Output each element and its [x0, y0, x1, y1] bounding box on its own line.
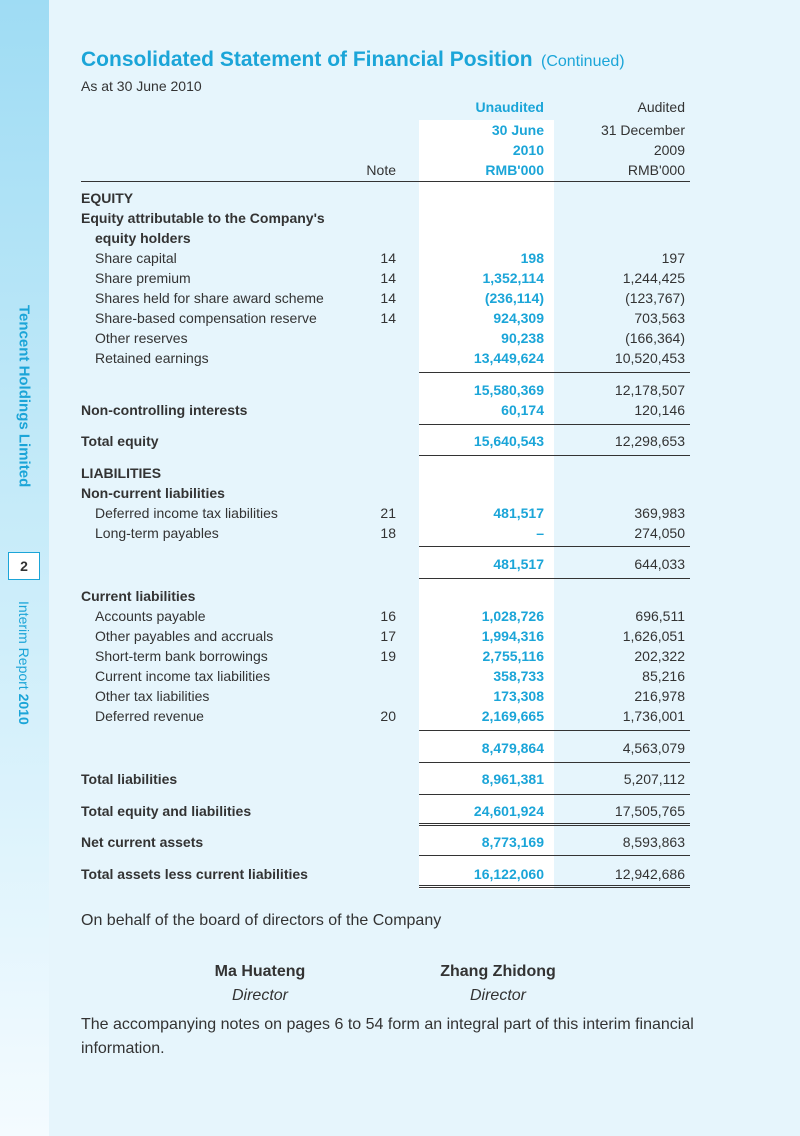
row-audited-value: 1,244,425 [622, 270, 685, 286]
row-label: Other payables and accruals [95, 628, 274, 644]
row-audited-value: 369,983 [634, 505, 685, 521]
row-unaudited-value: 13,449,624 [473, 350, 544, 366]
row-audited-value: 1,626,051 [622, 628, 685, 644]
row-unaudited-value: 15,580,369 [473, 382, 544, 398]
page-title-row [81, 48, 625, 72]
total-equity-rule [419, 424, 690, 425]
footnote: The accompanying notes on pages 6 to 54 form an integral part of this interim financial information. [81, 1016, 694, 1057]
row-unaudited-value: 358,733 [493, 668, 544, 684]
row-unaudited-value: 198 [520, 250, 544, 266]
row-label: Total equity and liabilities [81, 803, 252, 819]
row-label: Share-based compensation reserve [95, 310, 317, 326]
row-label: Retained earnings [95, 350, 209, 366]
row-label: Non-current liabilities [81, 485, 225, 501]
row-label: Total equity [81, 433, 159, 449]
row-label: Total assets less current liabilities [81, 866, 308, 882]
unaudited-header-2: 30 June [491, 122, 544, 138]
row-audited-value: 644,033 [634, 556, 685, 572]
net-current-assets-rule [419, 855, 690, 856]
row-audited-value: 17,505,765 [614, 803, 685, 819]
row-unaudited-value: 15,640,543 [473, 433, 544, 449]
row-label: Shares held for share award scheme [95, 290, 324, 306]
director1-name: Ma Huateng [214, 963, 306, 980]
director2-role: Director [469, 987, 526, 1004]
row-audited-value: 197 [661, 250, 685, 266]
row-label: Current liabilities [81, 588, 196, 604]
row-label: Other reserves [95, 330, 188, 346]
note-header: Note [366, 162, 396, 178]
row-audited-value: 202,322 [634, 648, 685, 664]
row-unaudited-value: 173,308 [493, 688, 544, 704]
row-label: EQUITY [81, 190, 134, 206]
audited-header-4: RMB'000 [627, 162, 685, 178]
row-label: Short-term bank borrowings [95, 648, 268, 664]
row-unaudited-value: 481,517 [493, 556, 544, 572]
page-number-badge: 2 [8, 552, 40, 580]
row-unaudited-value: 1,994,316 [481, 628, 544, 644]
unaudited-header-3: 2010 [512, 142, 544, 158]
row-unaudited-value: 16,122,060 [473, 866, 544, 882]
sidebar-report-text: Interim Report [16, 601, 32, 694]
audited-header-1: Audited [637, 99, 685, 115]
row-unaudited-value: (236,114) [484, 290, 544, 306]
row-unaudited-value: 90,238 [501, 330, 544, 346]
row-unaudited-value: 2,169,665 [481, 708, 544, 724]
row-unaudited-value: 1,028,726 [481, 608, 544, 624]
row-unaudited-value: 8,961,381 [481, 771, 544, 787]
sidebar [0, 0, 49, 1136]
row-audited-value: 1,736,001 [622, 708, 685, 724]
row-label: equity holders [95, 230, 191, 246]
row-label: Net current assets [81, 834, 204, 850]
sidebar-report-year: 2010 [16, 693, 32, 725]
unaudited-header-1: Unaudited [475, 99, 544, 115]
sidebar-report-name [16, 601, 32, 725]
row-note: 17 [380, 628, 396, 644]
signature-intro: On behalf of the board of directors of the Company [81, 912, 442, 929]
row-label: Equity attributable to the Company's [81, 210, 325, 226]
page-title: Consolidated Statement of Financial Position [81, 48, 533, 71]
row-unaudited-value: – [536, 525, 544, 541]
row-unaudited-value: 24,601,924 [473, 803, 544, 819]
row-label: Deferred income tax liabilities [95, 505, 278, 521]
row-label: LIABILITIES [81, 465, 162, 481]
row-unaudited-value: 481,517 [493, 505, 544, 521]
row-label: Current income tax liabilities [95, 668, 271, 684]
row-audited-value: 12,942,686 [614, 866, 685, 882]
total-equity-bottom-rule [419, 455, 690, 456]
row-audited-value: 4,563,079 [622, 740, 685, 756]
row-label: Deferred revenue [95, 708, 204, 724]
row-audited-value: (123,767) [625, 290, 685, 306]
row-label: Accounts payable [95, 608, 206, 624]
audited-header-3: 2009 [653, 142, 685, 158]
unaudited-header-4: RMB'000 [485, 162, 544, 178]
row-label: Share premium [95, 270, 191, 286]
header-rule [81, 181, 690, 182]
director1-role: Director [231, 987, 288, 1004]
page-title-suffix: (Continued) [541, 53, 625, 70]
row-unaudited-value: 2,755,116 [482, 648, 544, 664]
row-note: 14 [380, 290, 396, 306]
row-unaudited-value: 8,479,864 [481, 740, 544, 756]
noncurrent-bottom-rule [419, 578, 690, 579]
subtotal-rule-noncurrent [419, 546, 690, 547]
audited-header-2: 31 December [600, 122, 685, 138]
row-note: 16 [380, 608, 396, 624]
row-label: Long-term payables [95, 525, 219, 541]
row-audited-value: 12,298,653 [614, 433, 685, 449]
final-double-rule [419, 885, 690, 891]
row-note: 14 [380, 250, 396, 266]
director2-name: Zhang Zhidong [440, 963, 556, 980]
row-audited-value: 120,146 [634, 402, 685, 418]
row-audited-value: 5,207,112 [623, 771, 685, 787]
row-audited-value: 10,520,453 [614, 350, 685, 366]
row-unaudited-value: 924,309 [493, 310, 544, 326]
row-note: 21 [380, 505, 396, 521]
row-audited-value: 274,050 [634, 525, 685, 541]
row-note: 20 [380, 708, 396, 724]
row-audited-value: 703,563 [634, 310, 685, 326]
row-audited-value: 12,178,507 [614, 382, 685, 398]
row-audited-value: 216,978 [634, 688, 685, 704]
row-note: 19 [380, 648, 396, 664]
current-bottom-rule [419, 762, 690, 763]
total-equity-liabilities-double-rule [419, 823, 690, 829]
row-unaudited-value: 1,352,114 [482, 270, 544, 286]
row-unaudited-value: 8,773,169 [481, 834, 544, 850]
row-label: Total liabilities [81, 771, 178, 787]
row-audited-value: 85,216 [642, 668, 685, 684]
row-audited-value: (166,364) [625, 330, 685, 346]
row-note: 18 [380, 525, 396, 541]
page-subtitle: As at 30 June 2010 [81, 78, 202, 94]
total-liabilities-rule [419, 794, 690, 795]
row-audited-value: 8,593,863 [622, 834, 685, 850]
row-note: 14 [380, 270, 396, 286]
sidebar-company-name: Tencent Holdings Limited [15, 305, 33, 488]
row-unaudited-value: 60,174 [501, 402, 544, 418]
row-note: 14 [380, 310, 396, 326]
row-audited-value: 696,511 [635, 608, 685, 624]
subtotal-rule-current [419, 730, 690, 731]
row-label: Non-controlling interests [81, 402, 248, 418]
row-label: Other tax liabilities [95, 688, 210, 704]
subtotal-rule-equity [419, 372, 690, 373]
row-label: Share capital [95, 250, 177, 266]
